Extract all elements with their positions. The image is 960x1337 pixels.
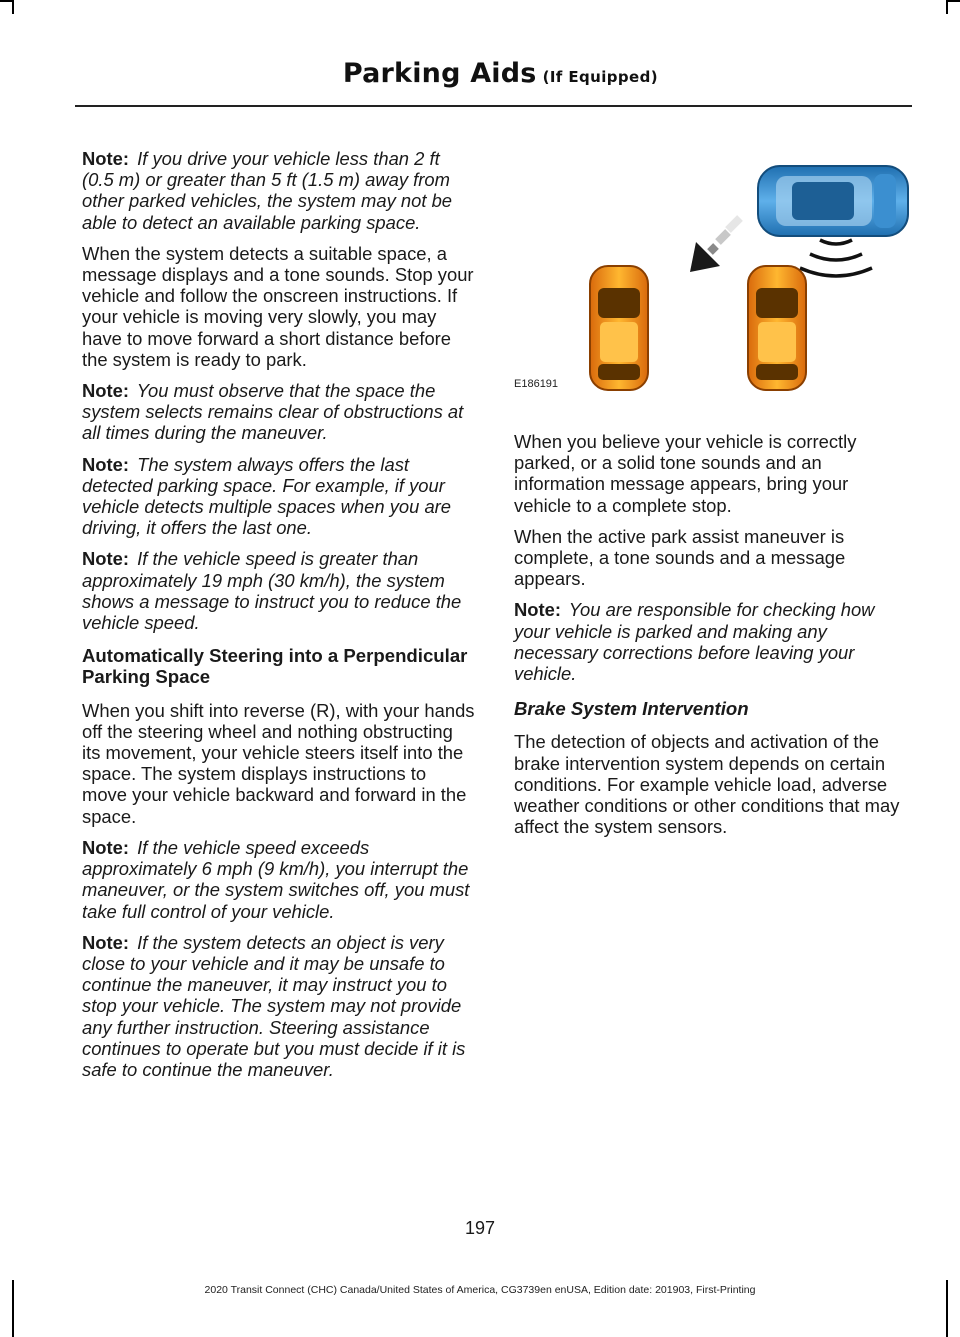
page-title-subtitle: (If Equipped) (542, 68, 658, 86)
body-paragraph: When you shift into reverse (R), with your hands off the steering wheel and nothing obstructing its movement, your vehicle steers itself into the space. The system displays instructions to move your vehicle backward and forward in the space. (82, 699, 475, 827)
body-paragraph: When the active park assist maneuver is complete, a tone sounds and a message appears. (514, 525, 846, 590)
note-paragraph (82, 380, 476, 444)
crop-mark-top-left-v (12, 0, 14, 14)
blue-car-icon (758, 166, 908, 236)
note-label: Note: (82, 148, 129, 169)
parked-car-left-icon (590, 266, 648, 390)
note-text: If the system detects an object is very close to your vehicle and it may be unsafe to continue the maneuver, it may instruct you to stop your vehicle. The system may not provide any further instruction. Steering assistance continues to operate but you must decide if it is safe to continue the maneuver. (82, 931, 466, 1080)
note-paragraph (82, 837, 476, 922)
header-divider (75, 105, 912, 107)
page-number: 197 (464, 1218, 496, 1238)
direction-arrow-icon (690, 218, 740, 272)
note-text: If the vehicle speed is greater than approximately 19 mph (30 km/h), the system shows a message to instruct you to reduce the vehicle speed. (82, 548, 462, 634)
parking-diagram (514, 160, 910, 396)
note-paragraph (82, 548, 476, 633)
body-paragraph: The detection of objects and activation of the brake intervention system depends on certain conditions. For example vehicle load, adverse weather conditions or other conditions that may affect the system sensors. (514, 731, 900, 838)
note-paragraph (82, 454, 476, 539)
parked-car-right-icon (748, 266, 806, 390)
left-column (82, 148, 476, 1090)
note-label: Note: (514, 599, 561, 621)
note-label: Note: (82, 453, 129, 475)
note-label: Note: (82, 548, 129, 570)
crop-mark-top-right-v (946, 0, 948, 14)
parking-illustration (514, 160, 910, 396)
footer-edition-text: 2020 Transit Connect (CHC) Canada/United States of America, CG3739en enUSA, Edition date: 201903, First-Printing (204, 1284, 756, 1296)
note-paragraph (82, 148, 476, 233)
right-column (514, 431, 910, 847)
body-paragraph: When you believe your vehicle is correctly parked, or a solid tone sounds and an information message appears, bring your vehicle to a complete stop. (514, 431, 857, 516)
note-text: If you drive your vehicle less than 2 ft (0.5 m) or greater than 5 ft (1.5 m) away from other parked vehicles, the system may not be able to detect an available parking space. (82, 148, 453, 233)
page-title (343, 58, 658, 89)
crop-mark-top-right (946, 0, 960, 2)
page-title-main: Parking Aids (342, 58, 537, 89)
note-text: You must observe that the space the system selects remains clear of obstructions at all times during the maneuver. (82, 380, 464, 444)
note-text: The system always offers the last detected parking space. For example, if your vehicle detects multiple spaces when you are driving, it offers the last one. (82, 453, 452, 539)
body-paragraph: When the system detects a suitable space, a message displays and a tone sounds. Stop your vehicle and follow the onscreen instructions. If your vehicle is moving very slowly, you may have to move forward a short distance before the system is ready to park. (82, 242, 474, 370)
note-text: If the vehicle speed exceeds approximately 6 mph (9 km/h), you interrupt the maneuver, or the system switches off, you must take full control of your vehicle. (82, 836, 470, 922)
note-label: Note: (82, 931, 129, 953)
figure-id: E186191 (514, 378, 559, 390)
section-heading: Automatically Steering into a Perpendicular Parking Space (82, 645, 468, 688)
note-paragraph (82, 932, 476, 1080)
section-heading: Brake System Intervention (514, 698, 749, 720)
note-label: Note: (82, 380, 129, 402)
note-paragraph (514, 599, 910, 684)
sensor-waves-icon (800, 240, 872, 276)
note-label: Note: (82, 836, 129, 858)
note-text: You are responsible for checking how your vehicle is parked and making any necessary corrections before leaving your vehicle. (514, 599, 875, 685)
